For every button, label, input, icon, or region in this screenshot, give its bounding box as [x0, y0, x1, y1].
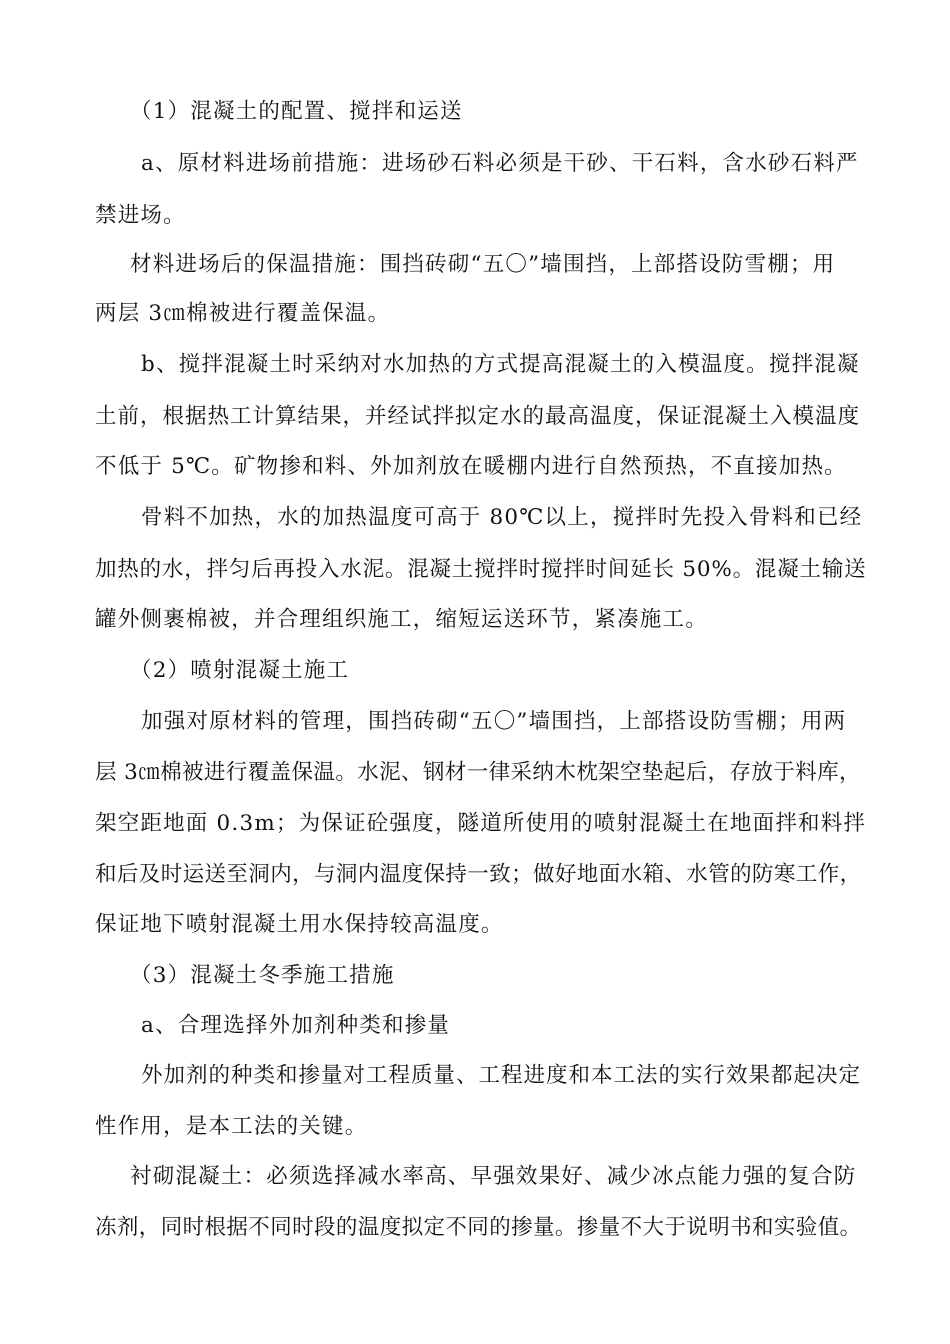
paragraph-line: 不低于 5℃。矿物掺和料、外加剂放在暖棚内进行自然预热，不直接加热。 — [95, 454, 847, 479]
heading-winter-measures: （3）混凝土冬季施工措施 — [130, 963, 395, 988]
paragraph-line: 两层 3㎝棉被进行覆盖保温。 — [95, 301, 391, 326]
heading-shotcrete: （2）喷射混凝土施工 — [130, 658, 350, 683]
paragraph-line: 衬砌混凝土：必须选择减水率高、早强效果好、减少冰点能力强的复合防 — [130, 1164, 857, 1189]
paragraph-line: 土前，根据热工计算结果，并经试拌拟定水的最高温度，保证混凝土入模温度 — [95, 404, 861, 429]
paragraph-line: b、搅拌混凝土时采纳对水加热的方式提高混凝土的入模温度。搅拌混凝 — [141, 352, 860, 377]
paragraph-line: 层 3㎝棉被进行覆盖保温。水泥、钢材一律采纳木枕架空垫起后，存放于料库， — [95, 760, 861, 785]
paragraph-line: 外加剂的种类和掺量对工程质量、工程进度和本工法的实行效果都起决定 — [141, 1063, 862, 1088]
paragraph-line: 性作用，是本工法的关键。 — [95, 1114, 368, 1139]
paragraph-line: 冻剂，同时根据不同时段的温度拟定不同的掺量。掺量不大于说明书和实验值。 — [95, 1215, 862, 1240]
heading-concrete-mixing: （1）混凝土的配置、搅拌和运送 — [130, 99, 463, 124]
paragraph-line: 架空距地面 0.3m；为保证砼强度，隧道所使用的喷射混凝土在地面拌和料拌 — [95, 811, 867, 836]
paragraph-line: 罐外侧裹棉被，并合理组织施工，缩短运送环节，紧凑施工。 — [95, 607, 708, 632]
paragraph-line: 加热的水，拌匀后再投入水泥。混凝土搅拌时搅拌时间延长 50%。混凝土输送 — [95, 557, 867, 582]
paragraph-line: 材料进场后的保温措施：围挡砖砌“五〇”墙围挡，上部搭设防雪棚；用 — [130, 252, 836, 277]
paragraph-line: 禁进场。 — [95, 203, 186, 228]
paragraph-line: 加强对原材料的管理，围挡砖砌“五〇”墙围挡，上部搭设防雪棚；用两 — [141, 709, 847, 734]
paragraph-line: 骨料不加热，水的加热温度可高于 80℃以上，搅拌时先投入骨料和已经 — [141, 505, 863, 530]
paragraph-line: 保证地下喷射混凝土用水保持较高温度。 — [95, 912, 504, 937]
paragraph-line: a、原材料进场前措施：进场砂石料必须是干砂、干石料，含水砂石料严 — [141, 151, 859, 176]
paragraph-line: a、合理选择外加剂种类和掺量 — [141, 1013, 451, 1038]
paragraph-line: 和后及时运送至洞内，与洞内温度保持一致；做好地面水箱、水管的防寒工作， — [95, 862, 862, 887]
